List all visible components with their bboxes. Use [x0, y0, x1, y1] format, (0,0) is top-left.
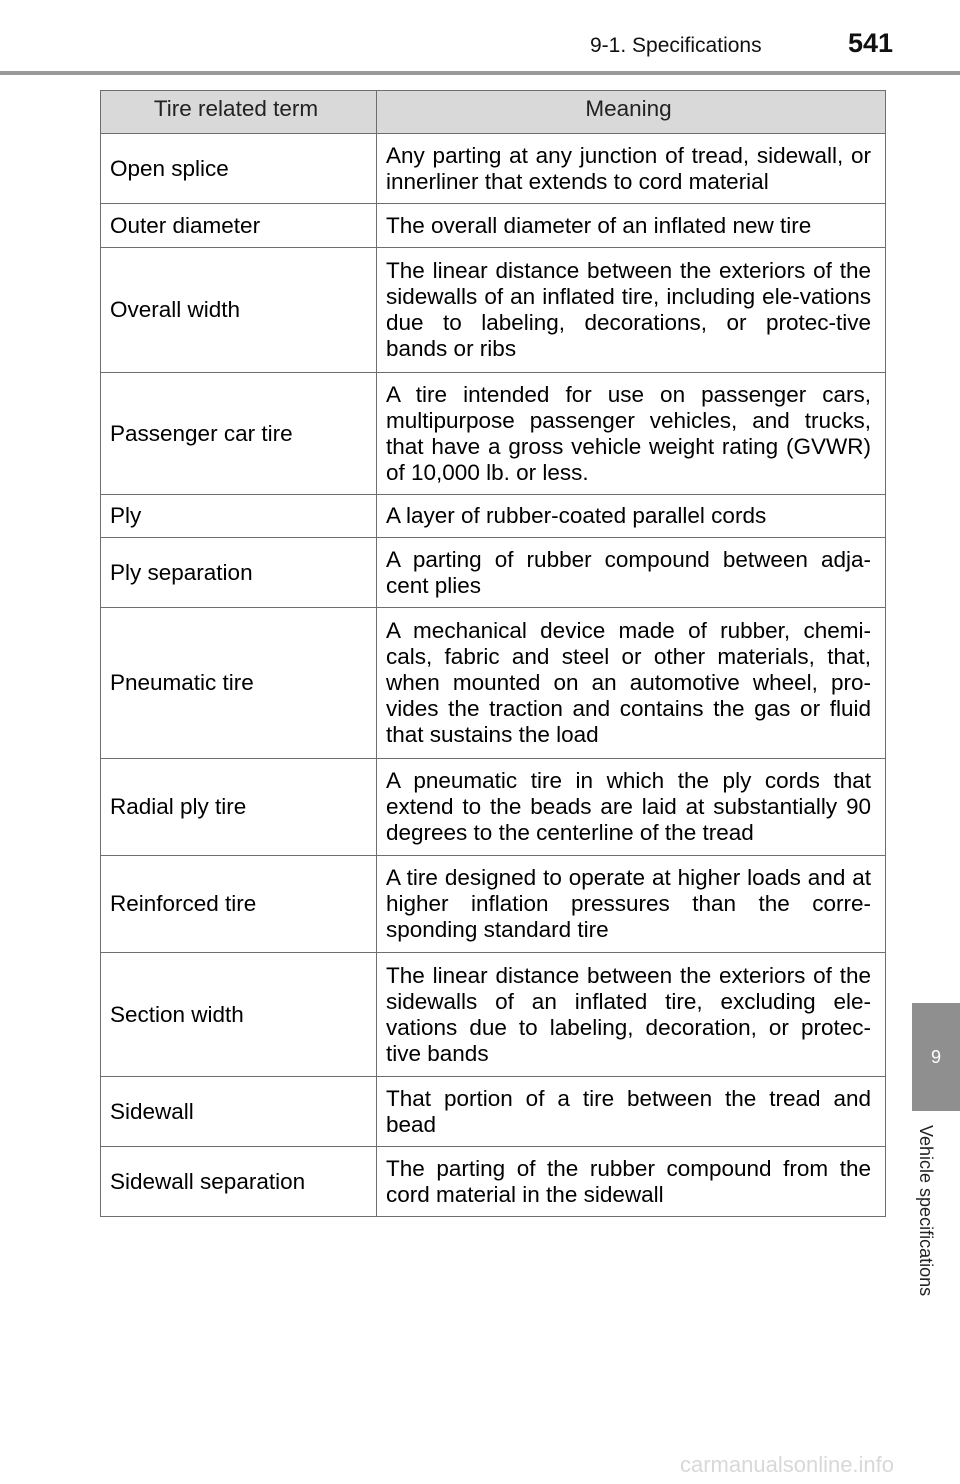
meaning-cell: A layer of rubber-coated parallel cords: [377, 495, 886, 538]
meaning-cell: A tire designed to operate at higher loads and at higher inflation pressures than the corre-sponding standard tire: [377, 856, 886, 953]
meaning-cell: The parting of the rubber compound from the cord material in the sidewall: [377, 1147, 886, 1217]
tire-terms-table: [100, 90, 886, 1217]
term-cell: Reinforced tire: [101, 856, 377, 953]
meaning-cell: The linear distance between the exteriors of the sidewalls of an inflated tire, including ele-vations due to labeling, decorations, or protec-tive bands or ribs: [377, 248, 886, 373]
chapter-tab: [912, 1003, 960, 1111]
table-row: [101, 759, 886, 856]
meaning-cell: A parting of rubber compound between adja-cent plies: [377, 538, 886, 608]
term-cell: Section width: [101, 953, 377, 1077]
table-row: [101, 134, 886, 204]
chapter-tab-label: Vehicle specifications: [916, 1125, 936, 1297]
meaning-cell: A pneumatic tire in which the ply cords that extend to the beads are laid at substantially 90 degrees to the centerline of the tread: [377, 759, 886, 856]
column-header-term: Tire related term: [101, 91, 377, 134]
term-cell: Open splice: [101, 134, 377, 204]
table-row: [101, 204, 886, 248]
table-row: [101, 953, 886, 1077]
table-row: [101, 538, 886, 608]
header-rule: [0, 71, 960, 75]
table-row: [101, 1147, 886, 1217]
chapter-tab-number: 9: [930, 1047, 941, 1067]
page-header: [0, 0, 960, 76]
site-watermark: carmanualsonline.info: [680, 1452, 895, 1477]
meaning-cell: A mechanical device made of rubber, chemi-cals, fabric and steel or other materials, that, when mounted on an automotive wheel, pro-vides the traction and contains the gas or fluid that sustains the load: [377, 608, 886, 759]
table-row: [101, 608, 886, 759]
column-header-meaning: Meaning: [377, 91, 886, 134]
term-cell: Sidewall separation: [101, 1147, 377, 1217]
term-cell: Pneumatic tire: [101, 608, 377, 759]
term-cell: Ply separation: [101, 538, 377, 608]
table-row: [101, 373, 886, 495]
term-cell: Sidewall: [101, 1077, 377, 1147]
table-row: [101, 1077, 886, 1147]
meaning-cell: That portion of a tire between the tread and bead: [377, 1077, 886, 1147]
table-header-row: [101, 91, 886, 134]
term-cell: Overall width: [101, 248, 377, 373]
meaning-cell: A tire intended for use on passenger cars, multipurpose passenger vehicles, and trucks, that have a gross vehicle weight rating (GVWR) of 10,000 lb. or less.: [377, 373, 886, 495]
table-row: [101, 495, 886, 538]
term-cell: Outer diameter: [101, 204, 377, 248]
term-cell: Passenger car tire: [101, 373, 377, 495]
term-cell: Radial ply tire: [101, 759, 377, 856]
term-cell: Ply: [101, 495, 377, 538]
meaning-cell: Any parting at any junction of tread, sidewall, or innerliner that extends to cord material: [377, 134, 886, 204]
meaning-cell: The linear distance between the exteriors of the sidewalls of an inflated tire, excluding ele-vations due to labeling, decoration, or protec-tive bands: [377, 953, 886, 1077]
section-title: 9-1. Specifications: [590, 34, 762, 57]
table-row: [101, 856, 886, 953]
meaning-cell: The overall diameter of an inflated new tire: [377, 204, 886, 248]
page-number: 541: [848, 28, 894, 58]
table-row: [101, 248, 886, 373]
